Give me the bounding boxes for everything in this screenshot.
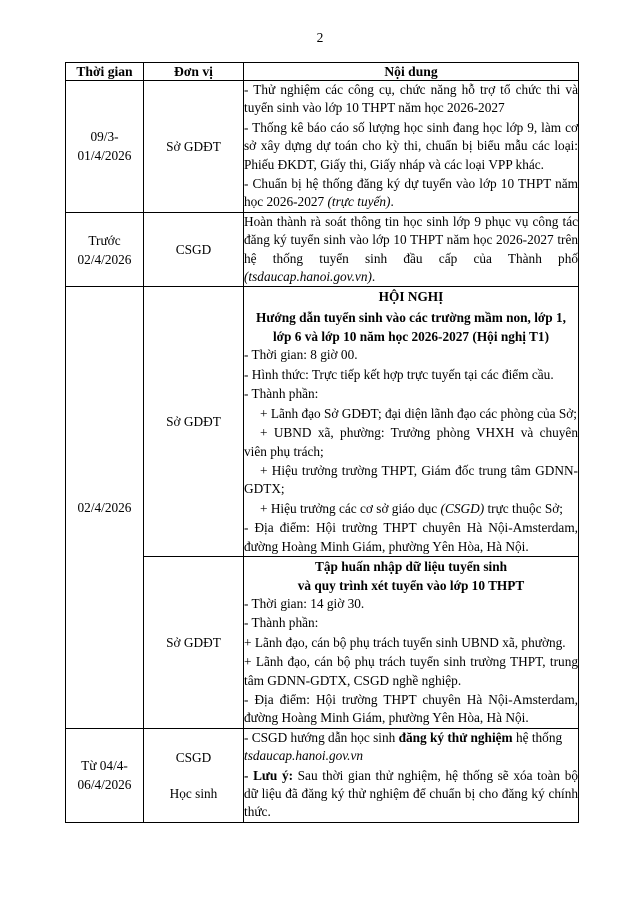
time-line: 06/4/2026 xyxy=(77,777,132,793)
content-paragraph: + Hiệu trưởng trường THPT, Giám đốc trung tâm GDNN-GDTX; xyxy=(244,462,578,497)
content-paragraph: - Lưu ý: Sau thời gian thử nghiệm, hệ thống sẽ xóa toàn bộ dữ liệu đã đăng ký thử nghiệm để chuẩn bị cho đăng ký chính thức. xyxy=(244,767,578,820)
cell-unit xyxy=(144,556,244,728)
inline-bold: đăng ký thử nghiệm xyxy=(398,729,513,745)
content-paragraph: - Thời gian: 14 giờ 30. xyxy=(244,595,365,611)
inline-italic-url: tsdaucap.hanoi.gov.vn xyxy=(244,748,364,764)
content-paragraph: - Địa điểm: Hội trường THPT chuyên Hà Nội-Amsterdam, đường Hoàng Minh Giám, phường Yên Hòa, Hà Nội. xyxy=(244,520,578,554)
content-paragraph: + Hiệu trưởng các cơ sở giáo dục (CSGD) trực thuộc Sở; xyxy=(260,500,564,516)
table-row xyxy=(66,287,579,556)
table-row xyxy=(66,728,579,822)
content-paragraph: - Thống kê báo cáo số lượng học sinh đang học lớp 9, làm cơ sở xây dựng dự toán cho kỳ thi, chuẩn bị biểu mẫu các loại: Phiếu ĐKDT, Giấy thi, Giấy nháp và các loại VPP khác. xyxy=(244,119,578,172)
table-row xyxy=(66,81,579,213)
schedule-table xyxy=(65,62,579,823)
page-number: 2 xyxy=(316,30,324,45)
content-paragraph: + Lãnh đạo Sở GDĐT; đại diện lãnh đạo các phòng của Sở; xyxy=(260,405,577,421)
inline-italic: (CSGD) xyxy=(440,500,485,516)
cell-unit xyxy=(144,728,244,822)
unit-line: Sở GDĐT xyxy=(166,138,221,154)
content-paragraph: - Thành phần: xyxy=(244,386,319,402)
conference-subtitle-line: lớp 6 và lớp 10 năm học 2026-2027 (Hội nghị T1) xyxy=(272,329,550,345)
cell-time xyxy=(66,81,144,213)
cell-time xyxy=(66,287,144,728)
cell-time xyxy=(66,212,144,287)
content-paragraph: + UBND xã, phường: Trưởng phòng VHXH và chuyên viên phụ trách; xyxy=(244,425,578,459)
table-header xyxy=(66,63,579,81)
content-paragraph: + Lãnh đạo, cán bộ phụ trách tuyển sinh trường THPT, trung tâm GDNN-GDTX, CSGD nghề nghiệp. xyxy=(244,654,578,688)
unit-line: Sở GDĐT xyxy=(166,634,221,650)
cell-unit xyxy=(144,287,244,556)
cell-content xyxy=(244,212,579,287)
content-paragraph: - Địa điểm: Hội trường THPT chuyên Hà Nội-Amsterdam, đường Hoàng Minh Giám, phường Yên Hòa, Hà Nội. xyxy=(244,691,578,726)
time-line: 01/4/2026 xyxy=(77,148,132,164)
unit-line: Sở GDĐT xyxy=(166,414,221,430)
cell-unit xyxy=(144,81,244,213)
inline-italic: (trực tuyến) xyxy=(327,194,391,210)
training-title-line: Tập huấn nhập dữ liệu tuyển sinh xyxy=(314,558,507,574)
inline-italic-url: (tsdaucap.hanoi.gov.vn) xyxy=(244,269,372,285)
unit-line: CSGD xyxy=(175,242,212,258)
conference-title: HỘI NGHỊ xyxy=(378,289,444,305)
column-header-content: Nội dung xyxy=(244,63,579,81)
time-line: 02/4/2026 xyxy=(77,251,132,267)
column-header-unit: Đơn vị xyxy=(144,63,244,81)
content-paragraph: - Thời gian: 8 giờ 00. xyxy=(244,347,358,363)
inline-bold-note: - Lưu ý: xyxy=(244,767,294,783)
content-paragraph: Hoàn thành rà soát thông tin học sinh lớp 9 phục vụ công tác đăng ký tuyển sinh vào lớp 10 THPT năm học 2026-2027 trên hệ thống tuyển sinh đầu cấp của Thành phố (tsdaucap.hanoi.gov.vn). xyxy=(244,213,578,285)
table-header-row xyxy=(66,63,579,81)
content-paragraph: - Thử nghiệm các công cụ, chức năng hỗ trợ tổ chức thi và tuyển sinh vào lớp 10 THPT năm học 2026-2027 xyxy=(244,82,578,116)
time-line: 09/3- xyxy=(90,129,119,145)
cell-content xyxy=(244,81,579,213)
column-header-time: Thời gian xyxy=(66,63,144,81)
content-paragraph: - Chuẩn bị hệ thống đăng ký dự tuyển vào lớp 10 THPT năm học 2026-2027 (trực tuyến). xyxy=(244,176,578,210)
unit-line: CSGD xyxy=(175,749,212,765)
content-paragraph: - Hình thức: Trực tiếp kết hợp trực tuyến tại các điểm cầu. xyxy=(244,366,554,382)
unit-line: Học sinh xyxy=(169,785,218,801)
time-line: Trước xyxy=(88,232,121,248)
training-title-line: và quy trình xét tuyển vào lớp 10 THPT xyxy=(297,577,525,593)
table-body xyxy=(66,81,579,823)
schedule-table-container xyxy=(65,62,578,823)
time-line: 02/4/2026 xyxy=(77,500,132,516)
cell-unit xyxy=(144,212,244,287)
conference-subtitle-line: Hướng dẫn tuyển sinh vào các trường mầm non, lớp 1, xyxy=(256,310,566,326)
cell-content xyxy=(244,728,579,822)
cell-time xyxy=(66,728,144,822)
time-line: Từ 04/4- xyxy=(81,758,128,774)
content-paragraph: - CSGD hướng dẫn học sinh đăng ký thử nghiệm hệ thống tsdaucap.hanoi.gov.vn xyxy=(244,729,563,764)
content-paragraph: - Thành phần: xyxy=(244,615,319,631)
table-row xyxy=(66,212,579,287)
content-paragraph: + Lãnh đạo, cán bộ phụ trách tuyển sinh UBND xã, phường. xyxy=(244,634,566,650)
cell-content xyxy=(244,556,579,728)
cell-content xyxy=(244,287,579,556)
